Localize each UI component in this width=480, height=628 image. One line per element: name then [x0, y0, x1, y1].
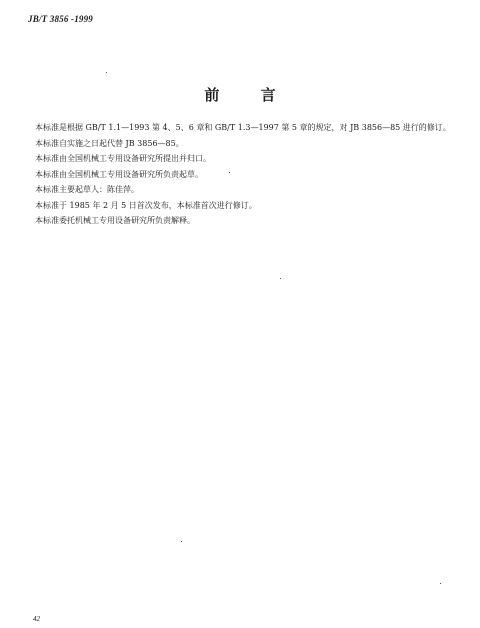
paragraph-supersedes: 本标准自实施之日起代替 JB 3856—85。 — [35, 138, 184, 148]
scan-speck — [229, 172, 230, 173]
foreword-body — [26, 120, 456, 229]
scan-speck — [440, 583, 441, 584]
standard-code: JB/T 3856 -1999 — [28, 14, 93, 24]
paragraph-revision-basis: 本标准是根据 GB/T 1.1—1993 第 4、5、6 章和 GB/T 1.3—1997 第 5 章的规定，对 JB 3856—85 进行的修订。 — [35, 123, 451, 132]
scan-speck — [181, 541, 182, 542]
paragraph-main-authors: 本标准主要起草人：陈佳萍。 — [35, 185, 139, 194]
scan-speck — [106, 72, 107, 73]
scan-speck — [280, 278, 281, 279]
page-title: 前 言 — [204, 86, 294, 104]
paragraph-drafter: 本标准由全国机械工专用设备研究所负责起草。 — [35, 169, 203, 179]
paragraph-proposer: 本标准由全国机械工专用设备研究所提出并归口。 — [35, 154, 211, 163]
paragraph-interpretation: 本标准委托机械工专用设备研究所负责解释。 — [35, 216, 195, 225]
page-number: 42 — [33, 615, 40, 623]
paragraph-first-release: 本标准于 1985 年 2 月 5 日首次发布，本标准首次进行修订。 — [35, 200, 257, 210]
